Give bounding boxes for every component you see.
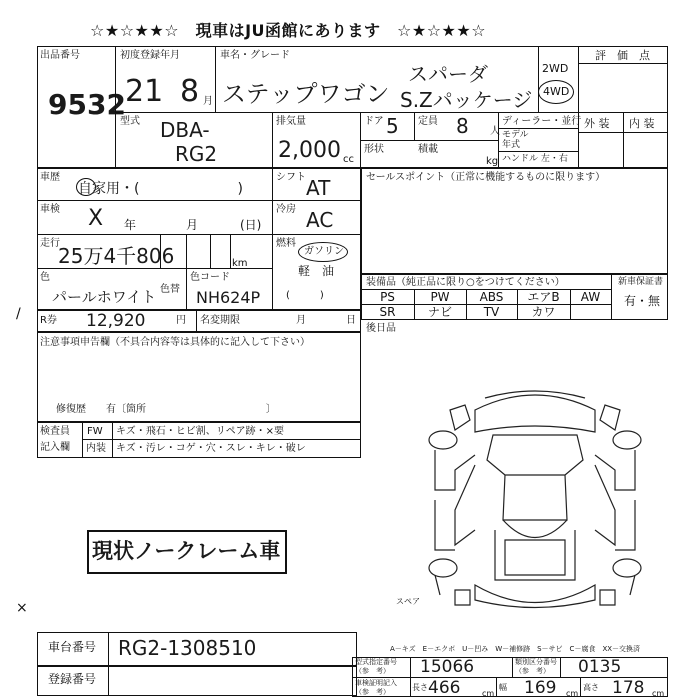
inspection-label: 車検 [40, 204, 60, 215]
divider [498, 112, 499, 168]
model-name-label: 車名・グレード [220, 50, 290, 61]
divider [82, 422, 83, 458]
month-suffix: 月 [203, 96, 213, 107]
sales-point-box [361, 168, 668, 274]
width-value: 169 [524, 678, 557, 698]
divider [498, 128, 578, 129]
divider [186, 234, 187, 268]
load-label: 積載 [418, 144, 438, 155]
grade-bottom: S.Zパッケージ [400, 88, 533, 112]
model-year-label: モデル 年式 [502, 130, 529, 150]
divider [272, 168, 273, 310]
divider [611, 274, 612, 320]
width-label: 幅 [499, 683, 507, 692]
divider [578, 46, 579, 168]
type-label: 型式 [120, 116, 140, 127]
displacement-value: 2,000 [278, 138, 341, 163]
color-code: NH624P [196, 288, 261, 307]
equip-leather: カワ [531, 305, 556, 319]
type-line1: DBA- [160, 118, 210, 142]
divider [230, 234, 231, 268]
divider [578, 63, 668, 64]
grade-top: スパーダ [408, 62, 488, 86]
chassis-label: 車台番号 [48, 640, 97, 654]
divider [186, 268, 187, 310]
dimensions-label: 車検証明記入 （参 考） [355, 679, 397, 696]
history-value: 自家用・( ) [78, 181, 243, 197]
recycle-value: 12,920 [86, 311, 146, 331]
equip-abs: ABS [479, 290, 504, 304]
mileage-label: 走行 [40, 238, 60, 249]
damage-legend: A－キズ E－エクボ U－凹み W－補修跡 S－サビ C－腐食 XX－交換済 [390, 645, 641, 653]
equip-sr: SR [379, 305, 396, 319]
inspection-day: (日) [240, 218, 262, 232]
plate-label: 登録番号 [48, 672, 97, 686]
color-value: パールホワイト [52, 288, 157, 306]
equipment-label: 装備品（純正品に限り○をつけてください） [366, 277, 565, 288]
name-change-month: 月 [296, 315, 306, 326]
displacement-label: 排気量 [276, 116, 306, 127]
inspection-month: 月 [186, 218, 199, 232]
no-claim-stamp: 現状ノークレーム車 [92, 539, 281, 563]
equip-pw: PW [430, 290, 450, 304]
lot-label: 出品番号 [40, 50, 80, 61]
name-change-day: 日 [346, 315, 356, 326]
divider [623, 112, 624, 168]
divider [580, 677, 581, 697]
class-designation-label: 類別区分番号 （参 考） [515, 658, 557, 675]
divider [196, 310, 197, 332]
notes-label: 注意事項申告欄（不具合内容等は具体的に記入して下さい） [40, 337, 310, 348]
equip-aw: AW [580, 290, 601, 304]
divider [112, 422, 113, 458]
retrofit-label: 後日品 [366, 323, 396, 334]
handle-label: ハンドル 左・右 [502, 154, 568, 164]
divider [578, 132, 668, 133]
inspector-row2: キズ・汚レ・コゲ・穴・スレ・キレ・破レ [116, 443, 306, 454]
fuel-label: 燃料 [276, 238, 296, 249]
divider [272, 112, 273, 168]
inspector-fw: FW [87, 426, 103, 437]
dealer-label: ディーラー・並行 [502, 116, 582, 127]
mileage-unit: km [232, 258, 248, 269]
divider [82, 439, 361, 440]
history-label: 車歴 [40, 172, 60, 183]
divider [108, 666, 109, 696]
chassis-number: RG2-1308510 [118, 636, 257, 660]
height-unit: cm [652, 689, 665, 698]
color-change-label: 色替 [160, 284, 180, 295]
registration-month: 8 [180, 74, 200, 109]
divider [538, 46, 539, 112]
divider [512, 657, 513, 677]
class-designation-value: 0135 [578, 657, 622, 677]
registration-label: 初度登録年月 [120, 50, 180, 61]
name-change-label: 名変期限 [200, 315, 240, 326]
inspector-label-1: 検査員 [40, 426, 70, 437]
capacity-unit: 人 [490, 126, 500, 137]
divider [414, 112, 415, 140]
inspector-label-2: 記入欄 [40, 442, 70, 453]
inspector-row1: キズ・飛石・ヒビ割、リペア跡・×要 [116, 426, 284, 437]
type-line2: RG2 [175, 142, 218, 166]
fuel-gasoline: ガソリン [304, 246, 344, 257]
color-label: 色 [40, 272, 50, 283]
equip-ps: PS [380, 290, 395, 304]
interior-label: 内 装 [629, 117, 655, 130]
fuel-diesel: 軽 油 [298, 264, 335, 278]
margin-tick: / [16, 306, 21, 322]
doors-value: 5 [386, 114, 399, 138]
divider [115, 112, 578, 113]
height-label: 高さ [583, 683, 599, 692]
length-value: 466 [428, 678, 461, 698]
inspector-interior: 内装 [86, 443, 106, 454]
type-designation-label: 型式指定番号 （参 考） [355, 658, 397, 675]
length-unit: cm [482, 689, 495, 698]
divider [160, 234, 161, 268]
mileage-value: 25万4千806 [58, 244, 175, 268]
model-name: ステップワゴン [222, 80, 390, 108]
capacity-value: 8 [456, 114, 469, 138]
equip-airbag: エアB [527, 290, 560, 304]
warranty-label: 新車保証書 [618, 277, 664, 287]
color-code-label: 色コード [190, 272, 230, 283]
divider [496, 677, 497, 697]
shape-label: 形状 [364, 144, 384, 155]
equip-tv: TV [483, 305, 500, 319]
divider [115, 46, 116, 168]
drive-2wd: 2WD [542, 62, 569, 75]
divider [210, 234, 211, 268]
registration-year: 21 [125, 74, 164, 109]
warranty-value: 有・無 [624, 294, 661, 308]
lot-number: 9532 [48, 88, 126, 121]
recycle-unit: 円 [176, 315, 186, 326]
sales-point-label: セールスポイント（正常に機能するものに限ります） [366, 172, 606, 183]
height-value: 178 [612, 678, 645, 698]
drive-4wd: 4WD [543, 85, 570, 98]
divider [560, 657, 561, 677]
cooling-value: AC [306, 208, 334, 232]
divider [410, 657, 411, 697]
displacement-unit: cc [343, 154, 354, 165]
header-banner: ☆★☆★★☆ 現車はJU函館にあります ☆★☆★★☆ [90, 21, 487, 40]
capacity-label: 定員 [418, 116, 438, 127]
spare-label: スペア [396, 597, 420, 606]
margin-tick: × [16, 600, 28, 616]
divider [498, 151, 578, 152]
equip-navi: ナビ [427, 305, 452, 319]
divider [37, 234, 361, 235]
doors-label: ドア [364, 116, 384, 127]
cooling-label: 冷房 [276, 204, 296, 215]
type-designation-value: 15066 [420, 657, 475, 677]
repair-history: 修復歴 有〔箇所 〕 [56, 404, 276, 415]
width-unit: cm [566, 689, 579, 698]
shift-value: AT [306, 176, 331, 200]
length-label: 長さ [412, 683, 428, 692]
exterior-label: 外 装 [584, 117, 610, 130]
evaluation-label: 評 価 点 [595, 49, 650, 62]
inspection-value: X [88, 206, 104, 231]
shift-label: シフト [276, 172, 306, 183]
car-diagram [415, 380, 655, 620]
divider [360, 140, 498, 141]
divider [108, 632, 109, 666]
divider [215, 46, 216, 112]
fuel-paren: ( ) [286, 290, 324, 301]
divider [37, 200, 361, 201]
load-unit: kg [486, 156, 499, 167]
divider [37, 268, 272, 269]
inspection-year: 年 [124, 218, 137, 232]
recycle-label: R券 [40, 315, 57, 326]
